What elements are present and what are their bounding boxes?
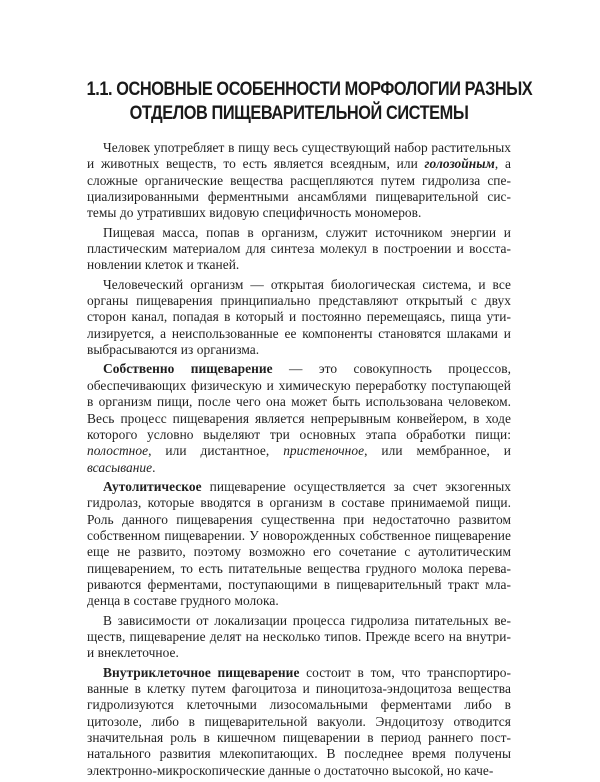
- term-vsasyvanie: всасывание: [87, 459, 153, 475]
- paragraph-4-text-a: — это совокупность процессов, обеспечивающих физическую и химическую переработку поступающей в организм пищи, после чего она может быть использована человеком. Весь процесс пищеварения является непрерывным конвейером, в ходе которого условно выделяют три основных этапа обработки пищи:: [87, 361, 511, 442]
- term-pristenochnoe: пристеночное: [283, 443, 365, 459]
- paragraph-1-text-a: Человек употребляет в пищу весь существующий набор растительных и животных веществ, то есть является всеядным, или: [87, 140, 511, 172]
- term-polostnoe: полостное: [87, 443, 149, 459]
- paragraph-6: В зависимости от локализации процесса гидролиза питательных веществ, пищеварение делят на несколько типов. Прежде всего на внутри- и внеклеточное.: [87, 612, 511, 661]
- term-golozoyny: голозойным: [424, 156, 495, 172]
- paragraph-4-text-d: .: [152, 459, 156, 475]
- paragraph-1-text-b: , а сложные органические вещества расщепляются путем гидролиза специализированными ферментными ансамблями пищеварительной системы до утративших видовую специфичность мономеров.: [87, 156, 511, 221]
- section-heading-line-2: ОТДЕЛОВ ПИЩЕВАРИТЕЛЬНОЙ СИСТЕМЫ: [129, 103, 469, 124]
- document-page: [86, 78, 533, 782]
- term-sobstvenno-pishchevarenie: Собственно пищеварение: [103, 361, 273, 377]
- term-autoliticheskoe: Аутолитическое: [103, 478, 202, 494]
- paragraph-7-text: состоит в том, что транспортированные в клетку путем фагоцитоза и пиноцитоза-эндоцитоза вещества гидролизуются клеточными лизосомальными ферментами либо в цитозоле, либо в пищеварительной вакуоли. Эндоцитозу отводится значительная роль в кишечном пищеварении в период раннего постнатального развития млекопитающих. В последнее время получены электронно-микроскопические данные о достаточно высокой, но каче-: [87, 664, 512, 778]
- paragraph-5-text: пищеварение осуществляется за счет экзогенных гидролаз, которые вводятся в организм в составе принимаемой пищи. Роль данного пищеварения существенна при недостаточно развитом собственном пищеварении. У новорожденных собственное пищеварение еще не развито, поэтому возможно его сочетание с аутолитическим пищеварением, то есть питательные вещества грудного молока перевариваются ферментами, поступающими в пищеварительный тракт младенца в составе грудного молока.: [87, 478, 511, 609]
- section-heading: [86, 78, 533, 126]
- term-vnutrikletochnoe-pishchevarenie: Внутриклеточное пищеварение: [103, 664, 300, 680]
- paragraph-4-text-c: , или мембранное, и: [364, 443, 511, 459]
- paragraph-7: [87, 665, 511, 779]
- paragraph-4: [87, 361, 511, 475]
- paragraph-2: Пищевая масса, попав в организм, служит источником энергии и пластическим материалом для синтеза молекул в построении и восстановлении клеток и тканей.: [87, 224, 511, 273]
- section-heading-line-1: 1.1. ОСНОВНЫЕ ОСОБЕННОСТИ МОРФОЛОГИИ РАЗНЫХ: [86, 79, 533, 100]
- paragraph-1: [87, 140, 511, 222]
- paragraph-4-text-b: , или дистантное,: [148, 443, 284, 459]
- paragraph-5: [87, 479, 511, 610]
- paragraph-3: Человеческий организм — открытая биологическая система, и все органы пищеварения принципиально представляют открытый с двух сторон канал, попадая в который и постоянно перемещаясь, пища утилизируется, а неиспользованные ее компоненты становятся шлаками и выбрасываются из организма.: [87, 276, 511, 358]
